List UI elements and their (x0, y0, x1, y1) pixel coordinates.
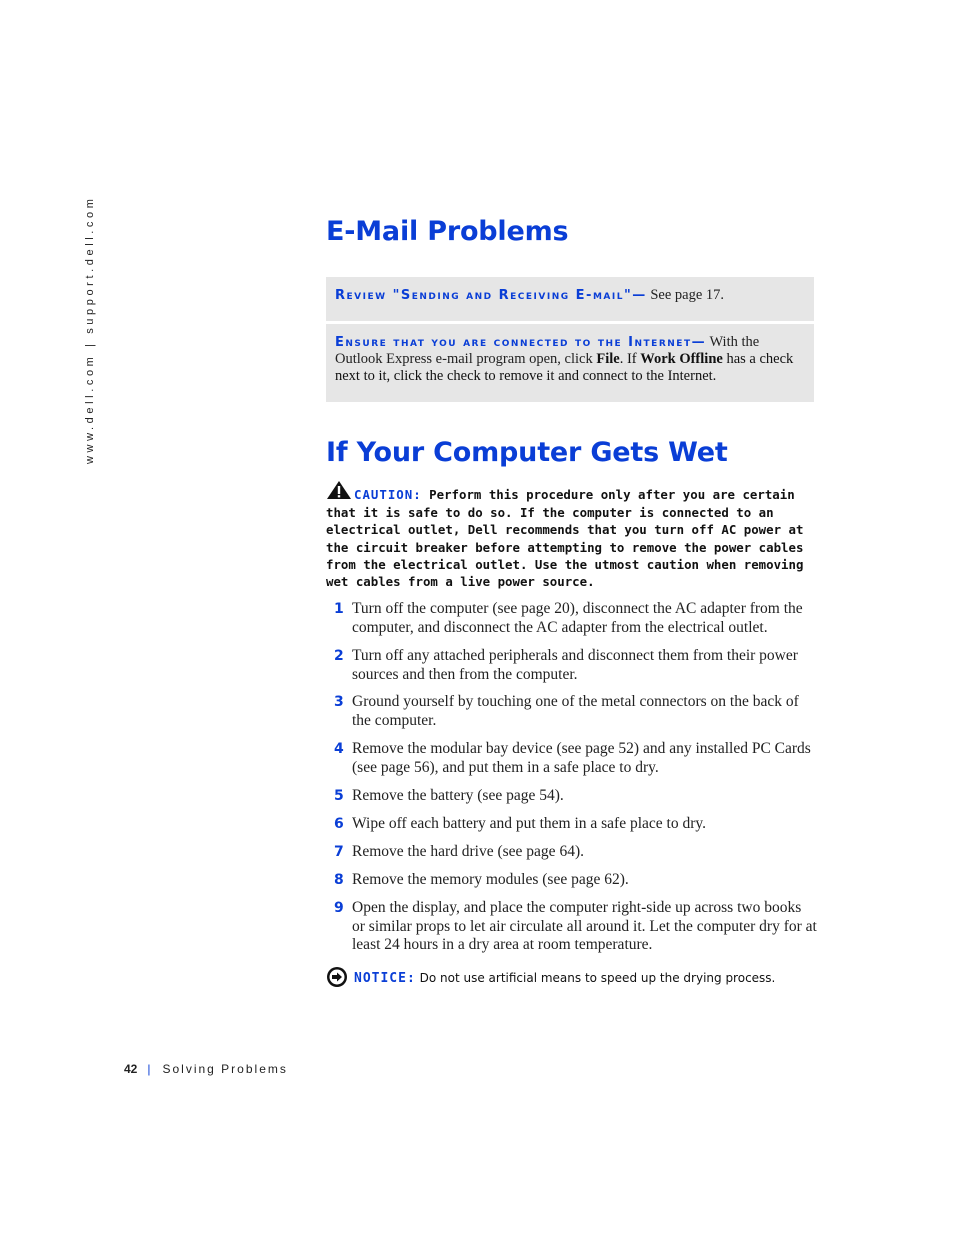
page-number: 42 (124, 1062, 138, 1076)
tip-title: Review "Sending and Receiving E-mail"— (335, 288, 647, 303)
step-number: 9 (334, 900, 344, 916)
footer-separator: | (147, 1062, 151, 1076)
step-number: 3 (334, 694, 344, 710)
step-text: Remove the modular bay device (see page 52) and any installed PC Cards (see page 56), and put them in a safe place to dry. (352, 740, 811, 776)
step-text: Turn off any attached peripherals and disconnect them from their power sources and then from the computer. (352, 647, 798, 683)
tip-body: With the Outlook Express e-mail program open, click (335, 334, 760, 367)
notice-label: NOTICE: (354, 971, 416, 986)
tip-box-review (326, 277, 814, 321)
caution-block (326, 480, 816, 590)
email-problems-heading: E-Mail Problems (326, 216, 569, 247)
step-number: 6 (334, 816, 344, 832)
step-number: 8 (334, 872, 344, 888)
step-text: Ground yourself by touching one of the metal connectors on the back of the computer. (352, 693, 799, 729)
caution-label: CAUTION: (354, 487, 422, 502)
tip-title: Ensure that you are connected to the Internet— (335, 335, 707, 350)
tip-body: See page 17. (646, 287, 725, 303)
footer-section-title: Solving Problems (162, 1062, 288, 1076)
notice-hand-icon (326, 966, 348, 991)
step-text: Turn off the computer (see page 20), disconnect the AC adapter from the computer, and disconnect the AC adapter from the electrical outlet. (352, 600, 803, 636)
page-footer (124, 1062, 288, 1076)
tip-body: has a check next to it, click the check to remove it and connect to the Internet. (335, 351, 794, 384)
work-offline-label: Work Offline (640, 351, 723, 367)
step-number: 7 (334, 844, 344, 860)
step-text: Remove the hard drive (see page 64). (352, 843, 584, 860)
warning-triangle-icon (326, 480, 352, 504)
side-url: www.dell.com | support.dell.com (84, 195, 96, 464)
notice-text: Do not use artificial means to speed up the drying process. (415, 971, 776, 985)
step-number: 5 (334, 788, 344, 804)
step-text: Remove the battery (see page 54). (352, 787, 564, 804)
step-text: Open the display, and place the computer right-side up across two books or similar props to let air circulate all around it. Let the computer dry for at least 24 hours in a dry area at room temperature. (352, 899, 817, 954)
step-number: 4 (334, 741, 344, 757)
tip-body: . If (619, 351, 641, 367)
file-menu-label: File (596, 351, 620, 367)
step-number: 1 (334, 601, 344, 617)
caution-text: Perform this procedure only after you are certain that it is safe to do so. If the computer is connected to an electrical outlet, Dell recommends that you turn off AC power at the circuit breaker before attempting to remove the power cables from the electrical outlet. Use the utmost caution when removing wet cables from a live power source. (326, 487, 804, 590)
computer-wet-heading: If Your Computer Gets Wet (326, 437, 728, 468)
tip-box-connection (326, 324, 814, 402)
step-text: Remove the memory modules (see page 62). (352, 871, 629, 888)
notice-block (326, 966, 816, 991)
step-number: 2 (334, 648, 344, 664)
step-text: Wipe off each battery and put them in a safe place to dry. (352, 815, 707, 832)
